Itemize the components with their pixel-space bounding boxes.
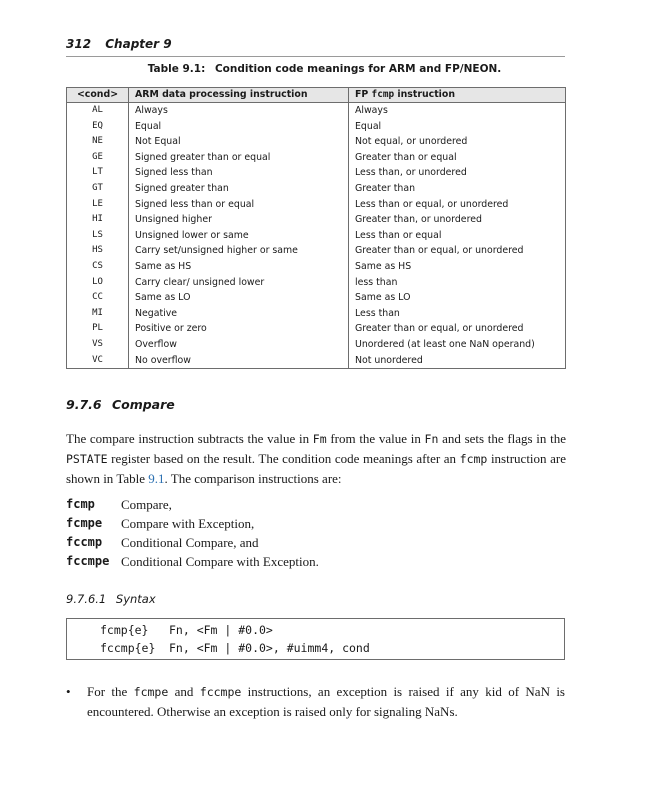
table-row <box>67 275 566 291</box>
instruction-item <box>66 552 566 571</box>
fp-meaning-cell: Less than <box>349 306 566 322</box>
arm-meaning-cell: Signed less than or equal <box>129 197 349 213</box>
table-row <box>67 290 566 306</box>
header-cond: <cond> <box>67 88 129 103</box>
fp-meaning-cell: Unordered (at least one NaN operand) <box>349 337 566 353</box>
cond-code-cell: VS <box>67 337 129 353</box>
fp-meaning-cell: Always <box>349 103 566 119</box>
cond-code-cell: CC <box>67 290 129 306</box>
fp-meaning-cell: less than <box>349 275 566 291</box>
table-row <box>67 321 566 337</box>
arm-meaning-cell: Signed greater than <box>129 181 349 197</box>
inline-code: fcmpe <box>133 685 169 699</box>
cond-code-cell: GE <box>67 150 129 166</box>
inline-code: fcmp <box>459 452 488 466</box>
paragraph-text: The compare instruction subtracts the value in <box>66 431 313 446</box>
instruction-item <box>66 514 566 533</box>
page-number: 312 <box>66 37 92 51</box>
section-heading <box>66 397 175 412</box>
fp-meaning-cell: Less than or equal, or unordered <box>349 197 566 213</box>
inline-code: Fn <box>424 432 439 446</box>
section-title: Compare <box>111 397 175 412</box>
arm-meaning-cell: Carry set/unsigned higher or same <box>129 243 349 259</box>
table-row <box>67 243 566 259</box>
table-reference-link[interactable]: 9.1 <box>148 471 165 486</box>
syntax-mnemonic: fccmp{e} <box>100 641 156 655</box>
instruction-term: fccmp <box>66 535 103 549</box>
arm-meaning-cell: Signed less than <box>129 165 349 181</box>
syntax-operands: Fn, <Fm | #0.0> <box>169 623 273 637</box>
instruction-term: fcmp <box>66 497 95 511</box>
paragraph-text: and sets the flags in the <box>438 431 566 446</box>
header-fp-suffix: instruction <box>394 89 456 100</box>
cond-code-cell: LT <box>67 165 129 181</box>
subsection-heading <box>66 592 156 606</box>
inline-code: fccmpe <box>199 685 242 699</box>
fp-meaning-cell: Greater than or equal <box>349 150 566 166</box>
subsection-number: 9.7.6.1 <box>66 592 107 606</box>
arm-meaning-cell: Overflow <box>129 337 349 353</box>
running-head <box>66 37 172 51</box>
cond-code-cell: LO <box>67 275 129 291</box>
instruction-term: fccmpe <box>66 554 110 568</box>
cond-code-cell: EQ <box>67 119 129 135</box>
fp-meaning-cell: Greater than or equal, or unordered <box>349 243 566 259</box>
arm-meaning-cell: Positive or zero <box>129 321 349 337</box>
cond-code-cell: NE <box>67 134 129 150</box>
table-caption-label: Table 9.1: <box>147 63 206 75</box>
table-row <box>67 337 566 353</box>
table-row <box>67 197 566 213</box>
table-row <box>67 165 566 181</box>
arm-meaning-cell: Same as LO <box>129 290 349 306</box>
table-row <box>67 181 566 197</box>
instruction-description: Conditional Compare with Exception. <box>121 554 319 569</box>
table-row <box>67 150 566 166</box>
bullet-text-part: instructions, an exception is raised if any kid of NaN is encountered. Otherwise an exception is raised only for signaling NaNs. <box>87 684 565 719</box>
condition-code-table <box>66 87 566 369</box>
header-arm: ARM data processing instruction <box>129 88 349 103</box>
section-number: 9.7.6 <box>66 397 102 412</box>
syntax-line <box>100 621 273 639</box>
bullet-text-part: and <box>168 684 200 699</box>
fp-meaning-cell: Greater than or equal, or unordered <box>349 321 566 337</box>
arm-meaning-cell: Unsigned lower or same <box>129 228 349 244</box>
fp-meaning-cell: Same as HS <box>349 259 566 275</box>
arm-meaning-cell: Negative <box>129 306 349 322</box>
bullet-text <box>87 682 565 721</box>
fp-meaning-cell: Not unordered <box>349 353 566 369</box>
fp-meaning-cell: Less than or equal <box>349 228 566 244</box>
instruction-list <box>66 495 566 571</box>
paragraph-text: register based on the result. The condition code meanings after an <box>107 451 460 466</box>
cond-code-cell: LS <box>67 228 129 244</box>
syntax-operands: Fn, <Fm | #0.0>, #uimm4, cond <box>169 641 370 655</box>
inline-code: PSTATE <box>66 452 108 466</box>
arm-meaning-cell: Same as HS <box>129 259 349 275</box>
syntax-code-block <box>66 618 565 660</box>
cond-code-cell: MI <box>67 306 129 322</box>
header-fp-prefix: FP <box>355 89 372 100</box>
instruction-term: fcmpe <box>66 516 103 530</box>
syntax-mnemonic: fcmp{e} <box>100 623 149 637</box>
fp-meaning-cell: Equal <box>349 119 566 135</box>
table-caption-text: Condition code meanings for ARM and FP/NEON. <box>214 63 502 75</box>
instruction-description: Compare with Exception, <box>121 516 255 531</box>
arm-meaning-cell: Carry clear/ unsigned lower <box>129 275 349 291</box>
header-fp <box>349 88 566 103</box>
cond-code-cell: LE <box>67 197 129 213</box>
header-fp-code: fcmp <box>371 89 395 100</box>
body-paragraph <box>66 429 566 488</box>
bullet-marker: • <box>66 684 71 699</box>
fp-meaning-cell: Greater than <box>349 181 566 197</box>
arm-meaning-cell: Not Equal <box>129 134 349 150</box>
table-row <box>67 306 566 322</box>
instruction-description: Conditional Compare, and <box>121 535 259 550</box>
table-row <box>67 103 566 119</box>
fp-meaning-cell: Same as LO <box>349 290 566 306</box>
paragraph-text: . The comparison instructions are: <box>164 471 342 486</box>
instruction-item <box>66 495 566 514</box>
instruction-item <box>66 533 566 552</box>
table-caption <box>0 63 649 75</box>
table-row <box>67 134 566 150</box>
fp-meaning-cell: Greater than, or unordered <box>349 212 566 228</box>
table-row <box>67 259 566 275</box>
fp-meaning-cell: Not equal, or unordered <box>349 134 566 150</box>
cond-code-cell: HS <box>67 243 129 259</box>
arm-meaning-cell: Equal <box>129 119 349 135</box>
bullet-text-part: For the <box>87 684 134 699</box>
table-row <box>67 212 566 228</box>
chapter-title: Chapter 9 <box>105 37 172 51</box>
paragraph-text: from the value in <box>326 431 425 446</box>
cond-code-cell: GT <box>67 181 129 197</box>
arm-meaning-cell: No overflow <box>129 353 349 369</box>
cond-code-cell: HI <box>67 212 129 228</box>
paragraph-text: instruction are shown in Table <box>66 451 566 486</box>
fp-meaning-cell: Less than, or unordered <box>349 165 566 181</box>
instruction-description: Compare, <box>121 497 172 512</box>
arm-meaning-cell: Unsigned higher <box>129 212 349 228</box>
syntax-line <box>100 639 370 657</box>
subsection-title: Syntax <box>115 592 156 606</box>
table-header-row <box>67 88 566 103</box>
table-row <box>67 353 566 369</box>
inline-code: Fm <box>312 432 327 446</box>
table-row <box>67 119 566 135</box>
cond-code-cell: AL <box>67 103 129 119</box>
table-row <box>67 228 566 244</box>
header-rule <box>66 56 565 57</box>
cond-code-cell: PL <box>67 321 129 337</box>
arm-meaning-cell: Always <box>129 103 349 119</box>
cond-code-cell: CS <box>67 259 129 275</box>
cond-code-cell: VC <box>67 353 129 369</box>
arm-meaning-cell: Signed greater than or equal <box>129 150 349 166</box>
